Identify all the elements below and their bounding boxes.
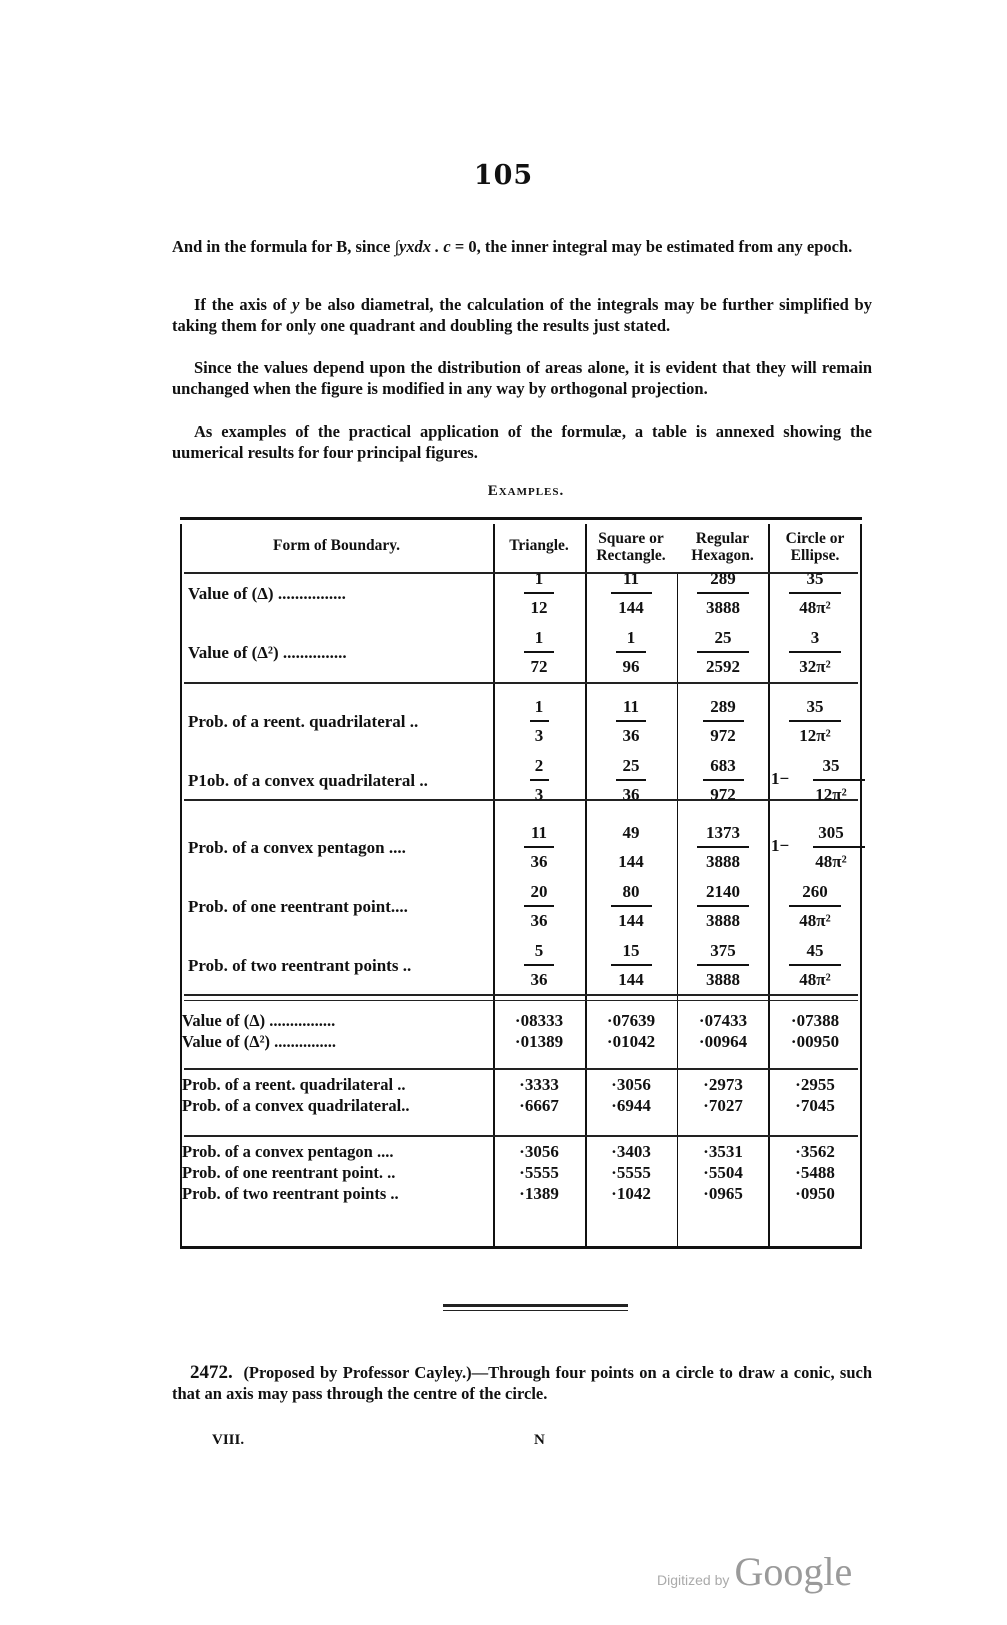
numerator: 11 [530,823,548,842]
decimal-cell: ·2973 [703,1075,743,1094]
fraction-bar [697,905,749,907]
fraction-bar [524,964,554,966]
numerator: 15 [622,941,640,960]
fraction-cell [494,940,584,991]
decimal-cell: ·6944 [611,1096,651,1115]
denominator: 972 [710,726,736,745]
paragraph-2 [172,294,872,336]
fraction-cell [678,940,768,991]
decimal-row-label: Value of (Δ²) ............... [182,1032,337,1051]
fraction-bar [703,779,744,781]
header-hexagon [677,530,768,564]
numerator: 2140 [706,882,740,901]
problem-text: (Proposed by Professor Cayley.)—Through four points on a circle to draw a conic, such that an axis may pass through the centre of the circle. [172,1363,873,1403]
denominator: 48π² [799,911,831,930]
header-square-line1: Square or [598,530,664,547]
numerator: 305 [818,823,844,842]
google-watermark [657,1548,852,1595]
numerator: 11 [622,697,640,716]
fraction-row-label: Value of (Δ) ................ [188,584,346,603]
decimal-cell: ·08333 [514,1011,564,1030]
numerator: 289 [710,697,736,716]
fraction-cell [770,568,860,619]
signature-letter: N [534,1432,545,1448]
fraction-bar [697,592,749,594]
fraction-bar [789,964,841,966]
paragraph-2-text: If the axis of [194,295,293,314]
denominator: 48π² [799,598,831,617]
fraction-bar [524,905,554,907]
fraction-row-label: Prob. of two reentrant points .. [188,956,412,975]
decimal-cell: ·2955 [795,1075,835,1094]
paragraph-3-text: Since the values depend upon the distribution of areas alone, it is evident that they will remain unchanged when the figure is modified in any way by orthogonal projection. [172,358,872,398]
decimal-cell: ·1042 [611,1184,651,1203]
decimal-cell: ·7045 [795,1096,835,1115]
decimal-row-label: Prob. of a convex quadrilateral.. [182,1096,410,1115]
fraction-bar [611,592,652,594]
decimal-cell: ·3531 [703,1142,743,1161]
fraction-cell [771,755,865,806]
fraction-row-label: Value of (Δ²) ............... [188,643,347,662]
table-border-left [180,524,182,1246]
numerator: 375 [710,941,736,960]
header-square [585,530,677,564]
numerator: 1 [534,569,544,588]
numerator: 20 [530,882,548,901]
paragraph-2-text-end: be also diametral, the calculation of the integrals may be further simplified by taking them for only one quadrant and doubling the results just stated. [172,295,872,335]
problem-number: 2472. [190,1362,233,1383]
decimal-cell: ·07388 [790,1011,840,1030]
paragraph-3 [172,357,872,399]
fraction-cell [770,881,860,932]
decimal-row-label: Prob. of a reent. quadrilateral .. [182,1075,406,1094]
fraction-bar [697,964,749,966]
denominator: 36 [530,852,548,871]
denominator: 3888 [706,911,740,930]
numerator: 35 [822,756,840,775]
group-rule [184,682,858,684]
google-logo: Google [734,1549,853,1594]
numerator: 11 [622,569,640,588]
fraction-cell [494,568,584,619]
numerator: 1 [626,628,636,647]
numerator: 3 [810,628,820,647]
fraction-cell [586,568,676,619]
fraction-bar [813,846,865,848]
fraction-cell [586,881,676,932]
section-rule-thin [184,1000,858,1001]
denominator: 12π² [799,726,831,745]
fraction-bar [697,846,749,848]
header-circle-line2: Ellipse. [790,547,840,564]
paragraph-4 [172,421,872,463]
fraction-bar [611,964,652,966]
denominator: 144 [618,970,644,989]
header-form-of-boundary: Form of Boundary. [272,537,401,554]
denominator: 972 [710,785,736,804]
header-hexagon-line1: Regular [695,530,750,547]
denominator: 144 [618,598,644,617]
fraction-bar [611,905,652,907]
header-hexagon-line2: Hexagon. [691,547,754,564]
fraction-bar [524,592,554,594]
decimal-cell: ·07639 [606,1011,656,1030]
decimal-cell: ·5488 [795,1163,835,1182]
decimal-cell: ·3056 [519,1142,559,1161]
signature-volume: VIII. [212,1432,245,1448]
fraction-cell [678,822,768,873]
paragraph-4-text: As examples of the practical application of the formulæ, a table is annexed showing the uumerical results for four principal figures. [172,422,872,462]
decimal-cell: ·5555 [519,1163,559,1182]
denominator: 32π² [799,657,831,676]
group-rule [184,1135,858,1137]
denominator: 3888 [706,852,740,871]
fraction-cell [678,627,768,678]
decimal-cell: ·3333 [519,1075,559,1094]
fraction-bar [616,720,646,722]
fraction-cell [494,822,584,873]
numerator: 1 [534,697,544,716]
page-number: 105 [473,160,534,191]
paragraph-1-text: And in the formula for B, since [172,237,395,256]
fraction-bar [524,846,554,848]
numerator: 1 [534,628,544,647]
fraction-cell [770,696,860,747]
decimal-cell: ·3562 [795,1142,835,1161]
denominator: 3888 [706,970,740,989]
section-divider-thin [443,1310,628,1311]
fraction-bar [616,651,646,653]
table-caption: Examples. [487,483,565,499]
watermark-digitized-by: Digitized by [657,1572,730,1588]
decimal-cell: ·7027 [703,1096,743,1115]
fraction-cell [586,755,676,806]
fraction-cell [678,568,768,619]
one-minus-prefix: 1− [771,836,790,855]
decimal-row-label: Prob. of a convex pentagon .... [182,1142,394,1161]
numerator: 1373 [706,823,740,842]
numerator: 25 [714,628,732,647]
decimal-cell: ·00964 [698,1032,748,1051]
denominator: 48π² [815,852,847,871]
group-rule [184,1068,858,1070]
fraction-cell [494,755,584,806]
fraction-bar [789,720,841,722]
header-circle-line1: Circle or [785,530,845,547]
problem-2472 [172,1362,872,1404]
fraction-bar [530,720,549,722]
decimal-cell: ·07433 [698,1011,748,1030]
y-variable: y [292,295,300,314]
fraction-bar [789,651,841,653]
one-minus-prefix: 1− [771,769,790,788]
denominator: 36 [622,785,640,804]
numerator: 289 [710,569,736,588]
decimal-cell: ·01042 [606,1032,656,1051]
denominator: 12π² [815,785,847,804]
fraction-cell [678,755,768,806]
fraction-cell [586,822,676,873]
fraction-row-label: Prob. of a reent. quadrilateral .. [188,712,419,731]
table-border-right [860,524,862,1246]
section-divider [443,1304,628,1307]
fraction-cell [678,696,768,747]
fraction-cell [586,627,676,678]
decimal-cell: ·0965 [703,1184,743,1203]
paragraph-1-text-end: = 0, the inner integral may be estimated from any epoch. [450,237,853,256]
examples-table [180,517,862,1249]
paragraph-1 [172,236,872,257]
numerator: 35 [806,697,824,716]
section-rule [184,994,858,996]
decimal-cell: ·6667 [519,1096,559,1115]
fraction-cell [678,881,768,932]
decimal-row-label: Value of (Δ) ................ [182,1011,336,1030]
fraction-row-label: P1ob. of a convex quadrilateral .. [188,771,428,790]
fraction-bar [524,651,554,653]
fraction-cell [494,881,584,932]
denominator: 36 [622,726,640,745]
decimal-row-label: Prob. of two reentrant points .. [182,1184,399,1203]
fraction-row-label: Prob. of one reentrant point.... [188,897,408,916]
numerator: 49 [622,823,640,842]
fraction-cell [770,940,860,991]
decimal-cell: ·5504 [703,1163,743,1182]
denominator: 3888 [706,598,740,617]
fraction-bar [530,779,549,781]
fraction-bar [616,779,646,781]
numerator: 683 [710,756,736,775]
denominator: 2592 [706,657,740,676]
decimal-cell: ·00950 [790,1032,840,1051]
decimal-cell: ·0950 [795,1184,835,1203]
denominator: 96 [622,657,640,676]
denominator: 36 [530,911,548,930]
fraction-cell [586,696,676,747]
decimal-row-label: Prob. of one reentrant point. .. [182,1163,396,1182]
decimal-cell: ·3056 [611,1075,651,1094]
header-square-line2: Rectangle. [596,547,666,564]
fraction-cell [494,696,584,747]
fraction-cell [586,940,676,991]
decimal-cell: ·01389 [514,1032,564,1051]
integral-expression: ∫yxdx . c [394,237,451,256]
numerator: 45 [806,941,824,960]
fraction-bar [789,905,841,907]
denominator: 36 [530,970,548,989]
numerator: 260 [802,882,828,901]
decimal-cell: ·1389 [519,1184,559,1203]
numerator: 25 [622,756,640,775]
numerator: 35 [806,569,824,588]
fraction-bar [789,592,841,594]
denominator: 3 [534,785,544,804]
fraction-cell [770,627,860,678]
denominator: 12 [530,598,548,617]
numerator: 2 [534,756,544,775]
fraction-bar [813,779,865,781]
numerator: 80 [622,882,640,901]
fraction-bar [703,720,744,722]
header-circle [768,530,862,564]
denominator: 144 [618,852,644,871]
denominator: 3 [534,726,544,745]
denominator: 72 [530,657,548,676]
fraction-cell [771,822,865,873]
fraction-cell [494,627,584,678]
header-triangle: Triangle. [509,537,569,554]
fraction-bar [697,651,749,653]
fraction-row-label: Prob. of a convex pentagon .... [188,838,406,857]
decimal-cell: ·3403 [611,1142,651,1161]
denominator: 144 [618,911,644,930]
denominator: 48π² [799,970,831,989]
numerator: 5 [534,941,544,960]
decimal-cell: ·5555 [611,1163,651,1182]
